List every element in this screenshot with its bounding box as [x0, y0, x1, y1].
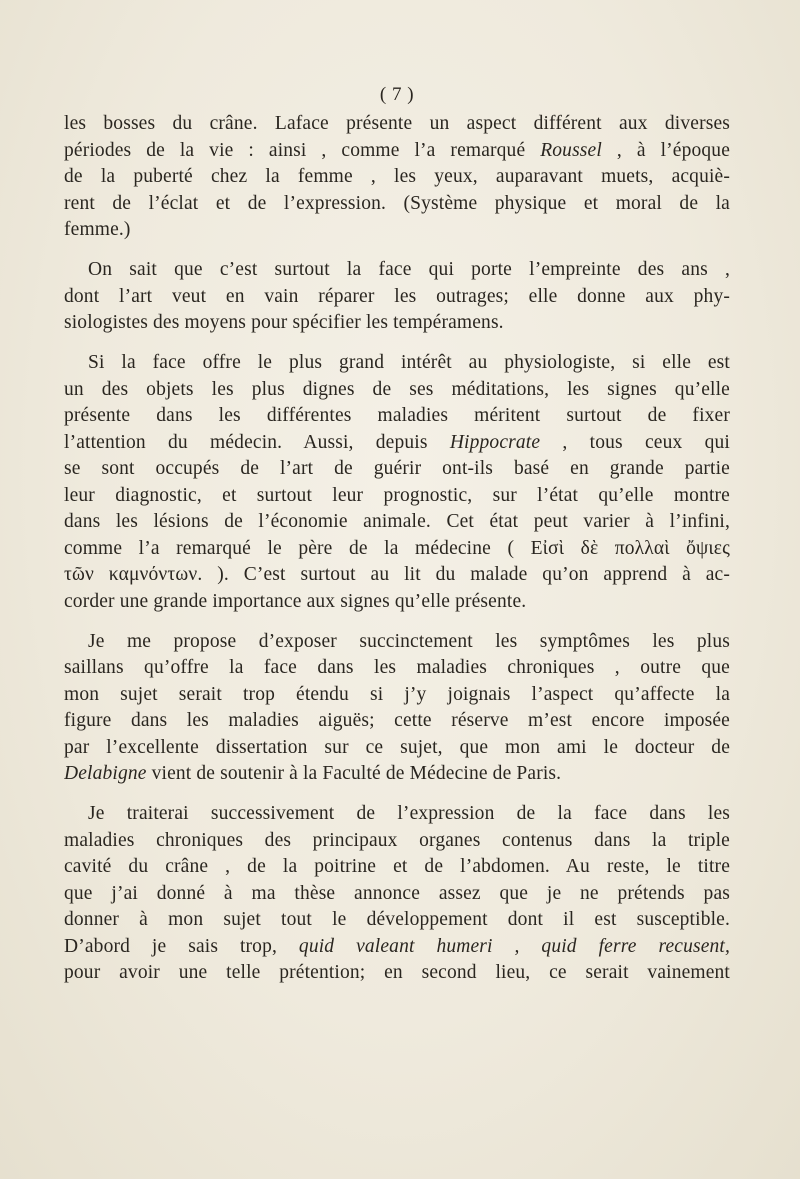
text-run: siologistes des moyens pour spécifier les tempéramens. [64, 312, 504, 333]
text-line [64, 403, 730, 430]
text-run: vient de soutenir à la Faculté de Médecine de Paris. [146, 763, 562, 784]
text-line [64, 682, 730, 709]
text-line [64, 655, 730, 682]
text-run: , à l’époque [601, 139, 730, 161]
text-line [64, 960, 730, 987]
text-run: se sont occupés de l’art de guérir ont-ils basé en grande partie [64, 458, 730, 479]
text-run: On sait que c’est surtout la face qui porte l’empreinte des ans , [88, 259, 730, 280]
text-run: dans les lésions de l’économie animale. Cet état peut varier à l’infini, [64, 511, 730, 532]
text-line [64, 708, 730, 735]
text-line [64, 854, 730, 881]
text-line [64, 350, 730, 377]
text-run: Je traiterai successivement de l’expression de la face dans les [88, 803, 730, 824]
text-run: mon sujet serait trop étendu si j’y joignais l’aspect qu’affecte la [64, 683, 730, 705]
text-run: leur diagnostic, et surtout leur prognostic, sur l’état qu’elle montre [64, 484, 730, 506]
text-run: les bosses du crâne. Laface présente un aspect différent aux diverses [64, 113, 730, 134]
text-line [64, 217, 730, 244]
text-line [64, 164, 730, 191]
text-line [64, 735, 730, 762]
italic-text: Roussel [540, 139, 602, 161]
text-line [64, 111, 730, 138]
text-run: donner à mon sujet tout le développement dont il est susceptible. [64, 909, 730, 930]
text-run: maladies chroniques des principaux organes contenus dans la triple [64, 829, 730, 851]
italic-text: quid valeant humeri , quid ferre recusent, [298, 935, 730, 957]
text-run: comme l’a remarqué le père de la médecine ( Εἰσὶ δὲ πολλαὶ ὄψιες [64, 537, 730, 559]
text-line [64, 377, 730, 404]
text-run: pour avoir une telle prétention; en second lieu, ce serait vainement [64, 962, 730, 983]
text-line [64, 881, 730, 908]
text-run: D’abord je sais trop, [64, 935, 299, 957]
text-run: l’attention du médecin. Aussi, depuis [64, 431, 450, 453]
body-text [64, 111, 730, 987]
italic-text: Hippocrate [449, 431, 541, 453]
paragraph [64, 257, 730, 337]
text-run: τῶν καμνόντων. ). C’est surtout au lit du malade qu’on apprend à ac- [64, 564, 730, 585]
paragraph [64, 629, 730, 788]
text-run: Je me propose d’exposer succinctement les symptômes les plus [88, 630, 730, 652]
text-run: femme.) [64, 219, 131, 240]
text-run: périodes de la vie : ainsi , comme l’a remarqué [64, 139, 541, 161]
text-line [64, 191, 730, 218]
text-line [64, 509, 730, 536]
text-run: que j’ai donné à ma thèse annonce assez que je ne prétends pas [64, 882, 730, 904]
text-run: par l’excellente dissertation sur ce sujet, que mon ami le docteur de [64, 736, 730, 758]
text-run: rent de l’éclat et de l’expression. (Système physique et moral de la [64, 192, 730, 214]
text-line [64, 138, 730, 165]
text-run: figure dans les maladies aiguës; cette réserve m’est encore imposée [64, 710, 730, 731]
text-line [64, 456, 730, 483]
text-line [64, 562, 730, 589]
text-line [64, 536, 730, 563]
text-run: cavité du crâne , de la poitrine et de l’abdomen. Au reste, le titre [64, 856, 730, 877]
text-line [64, 761, 730, 788]
text-run: présente dans les différentes maladies méritent surtout de fixer [64, 405, 730, 426]
text-run: saillans qu’offre la face dans les maladies chroniques , outre que [64, 657, 730, 678]
text-line [64, 310, 730, 337]
text-line [64, 430, 730, 457]
italic-text: Delabigne [64, 763, 147, 784]
text-run: corder une grande importance aux signes qu’elle présente. [64, 590, 527, 612]
text-line [64, 934, 730, 961]
text-line [64, 257, 730, 284]
paragraph [64, 111, 730, 244]
text-run: dont l’art veut en vain réparer les outrages; elle donne aux phy- [64, 285, 730, 307]
text-run: Si la face offre le plus grand intérêt au physiologiste, si elle est [88, 352, 730, 373]
paragraph [64, 350, 730, 615]
text-run: , tous ceux qui [540, 431, 730, 453]
text-line [64, 483, 730, 510]
text-run: de la puberté chez la femme , les yeux, auparavant muets, acquiè- [64, 166, 730, 187]
text-line [64, 801, 730, 828]
text-line [64, 828, 730, 855]
text-line [64, 629, 730, 656]
page-number: ( 7 ) [379, 84, 415, 105]
text-line [64, 284, 730, 311]
text-line [64, 589, 730, 616]
paragraph [64, 801, 730, 987]
text-run: un des objets les plus dignes de ses méditations, les signes qu’elle [64, 378, 730, 400]
text-line [64, 907, 730, 934]
